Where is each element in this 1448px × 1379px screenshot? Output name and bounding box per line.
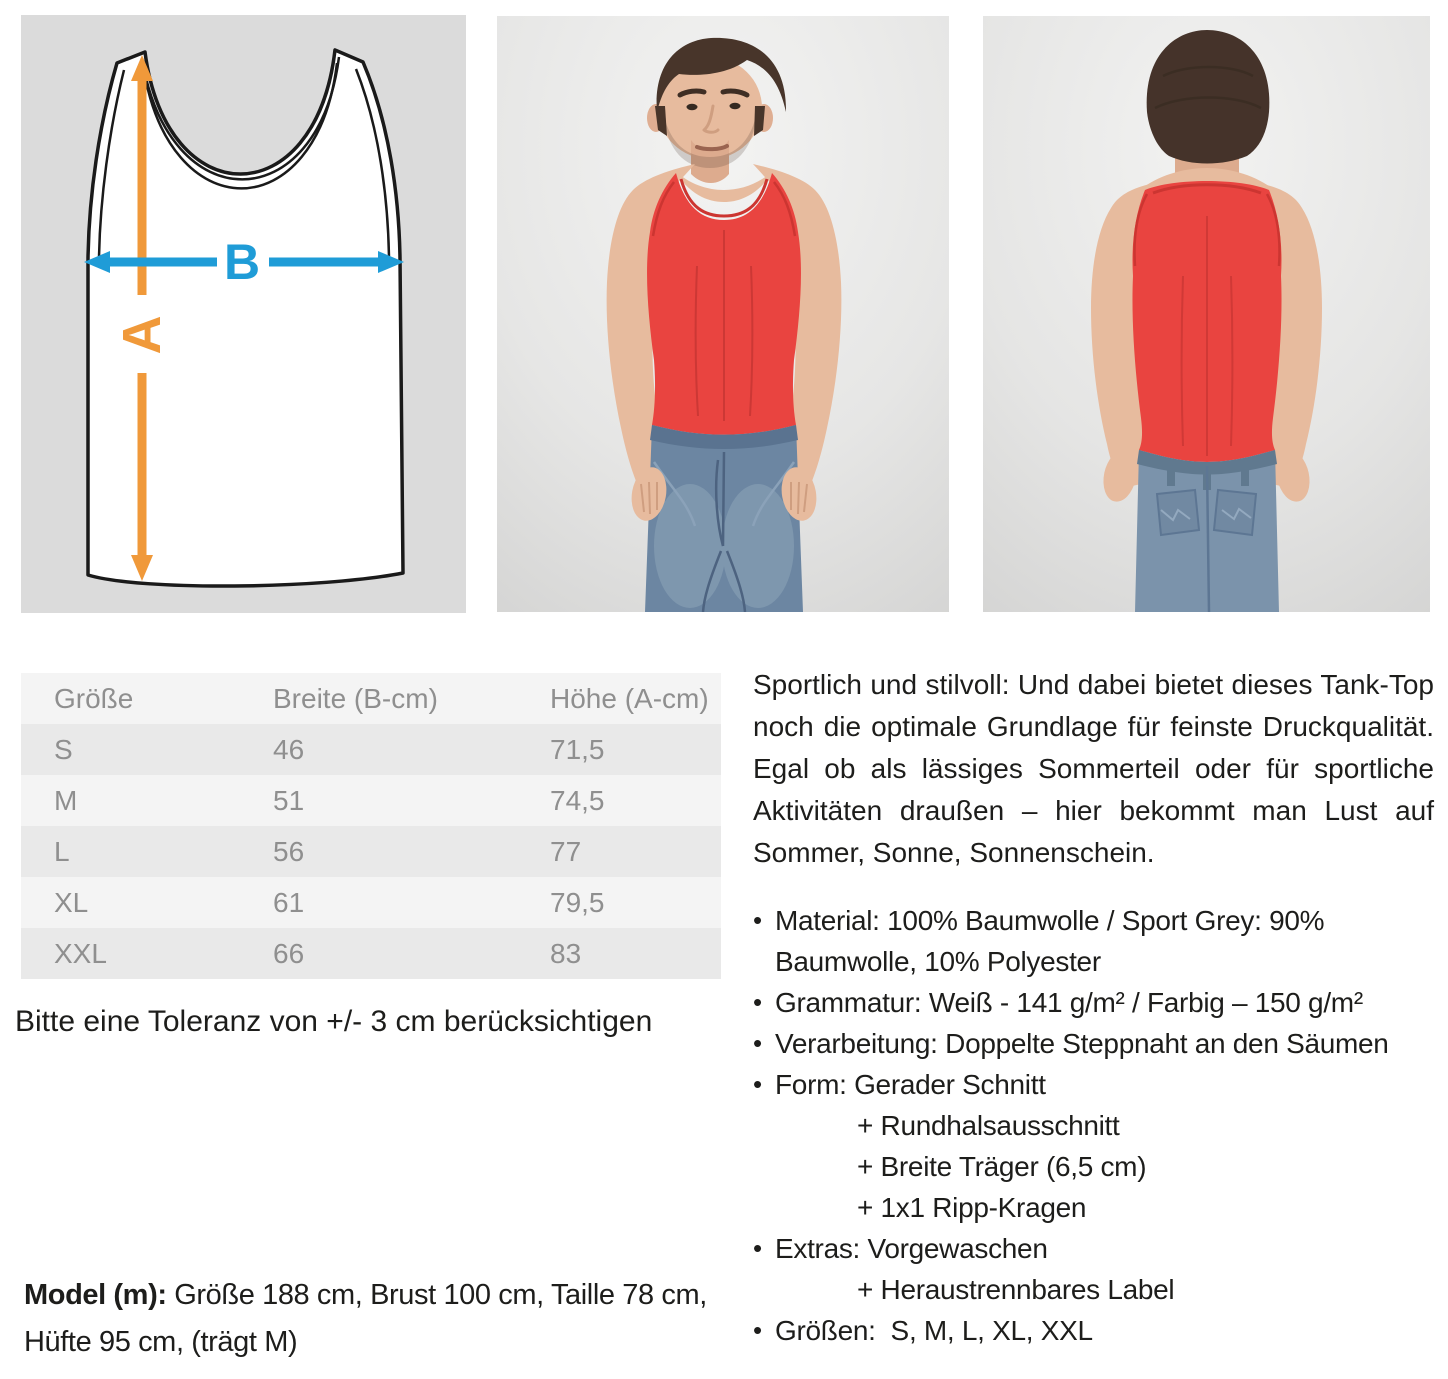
model-back-illustration	[983, 16, 1430, 612]
table-cell: S	[54, 733, 73, 765]
table-row-xxl	[21, 928, 721, 979]
table-cell: 79,5	[550, 886, 605, 918]
list-item-text: Form: Gerader Schnitt	[775, 1069, 1046, 1100]
table-cell: 51	[273, 784, 305, 816]
jeans-front	[645, 425, 803, 612]
model-note-details: Größe 188 cm, Brust 100 cm, Taille 78 cm, Hüfte 95 cm, (trägt M)	[24, 1279, 707, 1358]
model-front-illustration	[497, 16, 949, 612]
measure-label-a: A	[112, 315, 172, 355]
model-front-photo	[497, 16, 949, 612]
list-item-text: Größen: S, M, L, XL, XXL	[775, 1315, 1093, 1346]
table-cell: M	[54, 784, 78, 816]
list-item-text: Verarbeitung: Doppelte Steppnaht an den Säumen	[775, 1028, 1389, 1059]
table-cell: 77	[550, 835, 582, 867]
list-item-verarbeitung	[753, 1023, 1434, 1064]
size-table-header-row	[21, 673, 721, 724]
list-item-material	[753, 900, 1434, 982]
column-header-breite: Breite (B-cm)	[273, 682, 438, 714]
table-cell: 74,5	[550, 784, 605, 816]
description-intro: Sportlich und stilvoll: Und dabei bietet dieses Tank-Top noch die optimale Grundlage für feinste Druckqualität. Egal ob als lässiges Sommerteil oder für sportliche Aktivitäten draußen – hier bekommt man Lust auf Sommer, Sonne, Sonnenschein.	[753, 669, 1434, 868]
tolerance-note: Bitte eine Toleranz von +/- 3 cm berücksichtigen	[15, 1005, 653, 1038]
column-header-hoehe: Höhe (A-cm)	[550, 682, 709, 714]
jeans-back	[1135, 450, 1279, 612]
table-row-l	[21, 826, 721, 877]
table-cell: 46	[273, 733, 305, 765]
list-subitem: + Breite Träger (6,5 cm)	[857, 1151, 1147, 1182]
list-item-text: Extras: Vorgewaschen	[775, 1233, 1048, 1264]
feature-list	[753, 900, 1434, 1351]
table-cell: L	[54, 835, 70, 867]
size-diagram-panel	[21, 15, 466, 613]
table-cell: 83	[550, 937, 582, 969]
list-item-text: Grammatur: Weiß - 141 g/m² / Farbig – 150 g/m²	[775, 987, 1363, 1018]
tank-top-back	[1132, 181, 1281, 462]
model-back-photo	[983, 16, 1430, 612]
list-subitem: + Heraustrennbares Label	[857, 1274, 1175, 1305]
table-cell: 56	[273, 835, 305, 867]
model-measurements-note	[24, 1272, 759, 1366]
list-item-form	[753, 1064, 1434, 1228]
table-row-xl	[21, 877, 721, 928]
table-cell: 71,5	[550, 733, 605, 765]
list-item-groessen	[753, 1310, 1434, 1351]
table-row-m	[21, 775, 721, 826]
list-item-extras	[753, 1228, 1434, 1310]
list-item-grammatur	[753, 982, 1434, 1023]
tank-top-measure-diagram	[21, 15, 466, 613]
list-subitem: + 1x1 Ripp-Kragen	[857, 1192, 1087, 1223]
table-cell: 66	[273, 937, 305, 969]
measure-label-b: B	[223, 234, 261, 290]
column-header-groesse: Größe	[54, 682, 134, 714]
table-cell: XL	[54, 886, 89, 918]
table-cell: XXL	[54, 937, 107, 969]
list-subitem: + Rundhalsausschnitt	[857, 1110, 1120, 1141]
product-description	[753, 664, 1434, 1351]
model-note-label: Model (m):	[24, 1279, 167, 1311]
list-item-text: Material: 100% Baumwolle / Sport Grey: 90% Baumwolle, 10% Polyester	[775, 905, 1325, 977]
table-cell: 61	[273, 886, 305, 918]
table-row-s	[21, 724, 721, 775]
size-table	[21, 673, 721, 979]
